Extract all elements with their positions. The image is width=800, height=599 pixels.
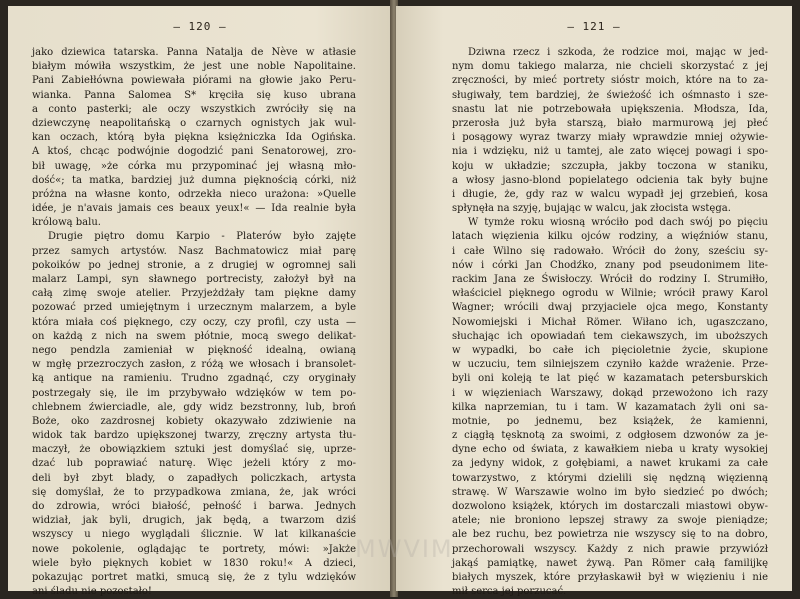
text-line: sługiwały, tem bardziej, że świeżość ich ośmnasto i sze-: [452, 89, 768, 101]
left-page: [8, 6, 392, 598]
text-line: widział, jak byli, drugich, jak będą, a twarzom dziś: [32, 515, 356, 527]
text-line: idée, je n'avais jamais ces beaux yeux!« — Ida realnie była: [32, 203, 356, 215]
text-line: pokazując portret matki, smucą się, że z tylu wdzięków: [32, 571, 356, 583]
text-line: postrzegały się, ile im przybywało wdzięków w tem po-: [32, 387, 356, 399]
text-line: właściciel pięknego ogrodu w Wilnie; wrócił prawy Karol: [452, 288, 768, 300]
text-line: koju w układzie; szczupła, jakby toczona w staniku,: [452, 160, 768, 172]
text-line: Dziwna rzecz i szkoda, że rodzice moi, mając w jed-: [468, 47, 768, 58]
right-page-text: [452, 46, 768, 599]
text-line: do zdrowia, wróci białość, pełność i barwa. Jednych: [32, 501, 356, 512]
text-line: jako dziewica tatarska. Panna Natalja de Nève w atłasie: [32, 47, 356, 58]
text-line: się domyślał, że to przypadkowa zmiana, że, jak wróci: [32, 486, 356, 498]
text-line: przez samych artystów. Nasz Bachmatowicz miał parę: [32, 245, 356, 257]
text-line: nowe pokolenie, oglądając te portrety, mówi: »Jakże: [32, 543, 356, 555]
text-line: bił uwagę, »że córka mu przypominać jej własną mło-: [32, 160, 356, 172]
text-line: zręczności, by mieć portrety sióstr moich, które na to za-: [452, 75, 768, 87]
text-line: w wypadki, bo całe ich pięcioletnie życie, skupione: [452, 344, 768, 356]
text-line: dość«; ta matka, bardziej już dumna pięknością córki, niż: [32, 174, 356, 186]
text-line: chlebnem źwierciadle, ale, gdy widz bezstronny, lub, broń: [32, 401, 356, 413]
text-line: białym mówiła wszystkim, że jest une noble Napolitaine.: [32, 61, 356, 73]
text-line: strawę. W Warszawie wolno im było siedzieć po dwóch;: [452, 486, 768, 498]
text-line: mił serca jej porzucać.: [452, 586, 567, 598]
text-line: z ciągłą tęsknotą za swoimi, z odgłosem dzwonów za je-: [452, 430, 768, 442]
text-line: a conto pasterki; ale oczy wszystkich zwróciły się na: [32, 103, 356, 115]
text-line: ką antique na ramieniu. Trudno zgadnąć, czy oryginały: [32, 373, 356, 385]
text-line: jakąś pamiątkę, nawet żywą. Pan Römer całą familijkę: [452, 557, 768, 569]
text-line: ale bez ruchu, bez powietrza nie wszyscy się to na dobro,: [452, 529, 768, 541]
text-line: wszyscy u niego wyglądali ślicznie. W lat kilkanaście: [32, 529, 356, 541]
text-line: pokoików po jednej stronie, a z drugiej w ogromnej sali: [32, 259, 356, 271]
text-line: towarzystwo, z którymi dzielili się nędzną więzienną: [452, 472, 768, 484]
text-line: przechorowali wszyscy. Każdy z nich prawie przywiózł: [452, 543, 768, 555]
text-line: byli oni koleją te lat pięć w kazamatach petersburskich: [452, 373, 768, 385]
text-line: W tymże roku wiosną wróciło pod dach swój po pięciu: [468, 217, 768, 229]
text-line: Drugie piętro domu Karpio - Platerów było zajęte: [48, 231, 356, 243]
text-line: snastu lat nie potrzebowała upiększenia. Młodsza, Ida,: [452, 103, 768, 115]
text-line: ani śladu nie pozostało!: [32, 586, 152, 598]
text-line: maczył, że obowiązkiem sztuki jest domyślać się, uprze-: [32, 444, 356, 456]
watermark: MWVIM: [355, 535, 454, 563]
text-line: wianka. Panna Salomea S* kręciła się kuso ubrana: [32, 89, 356, 101]
text-line: Boże, oko zazdrosnej kobiety okazywało zdziwienie na: [32, 415, 356, 427]
text-line: malarz Lampi, syn sławnego portrecisty, założył był na: [32, 274, 356, 285]
text-line: nów i córki Jan Chodźko, znany pod pseudonimem lite-: [452, 259, 768, 271]
text-line: nego pendzla zamieniał w piękność idealną, owianą: [32, 344, 356, 356]
text-line: w uczuciu, tem silniejszem czyniło każde wrażenie. Prze-: [452, 359, 768, 371]
text-line: i długie, że, gdy raz w walcu wypadł jej grzebień, kosa: [452, 188, 768, 200]
text-line: dyne echo od świata, z kawałkiem nieba u kraty wysokiej: [452, 444, 768, 456]
text-line: latach więzienia kilku ojców rodziny, a więźniów stanu,: [452, 231, 768, 243]
text-line: za jedyny widok, z gołębiami, a nawet krukami za całe: [452, 458, 768, 470]
text-line: nia i wdzięku, niż u tamtej, ale zato więcej powagi i spo-: [452, 146, 768, 158]
text-line: on każdą z nich na swem płótnie, mocą swego delikat-: [32, 330, 356, 342]
text-line: A ktoś, chcąc podwójnie dogodzić pani Senatorowej, zro-: [32, 146, 356, 158]
text-line: kan oczach, którą była piękna księżniczka Ida Ogińska.: [32, 132, 356, 144]
left-page-number: — 120 —: [173, 20, 227, 33]
text-line: Pani Zabiełłówna powiewała piórami na głowie jako Peru-: [32, 75, 356, 87]
right-page-number: — 121 —: [567, 20, 621, 33]
text-line: deli był zbyt blady, o zapadłych policzkach, artysta: [32, 472, 356, 484]
text-line: rackim Jana ze Świsłoczy. Wrócił do rodziny I. Strumiłło,: [452, 274, 768, 285]
text-line: widok tak bardzo upiększonej twarzy, zręczny artysta tłu-: [32, 430, 356, 442]
left-page-text: [32, 46, 356, 599]
text-line: i w więzieniach Warszawy, dokąd przewożono ich razy: [452, 387, 768, 399]
text-line: kilka naprzemian, tu i tam. W kazamatach żyli oni sa-: [452, 401, 768, 413]
text-line: białych myszek, które przyłaskawił był w więzieniu i nie: [452, 571, 768, 583]
text-line: która miała coś pięknego, czy oczy, czy profil, czy usta —: [32, 316, 356, 328]
text-line: i posągowy wyraz twarzy miały wprawdzie mniej ożywie-: [452, 132, 768, 144]
text-line: spłynęła na szyję, bujając w walcu, jak złocista wstęga.: [452, 203, 731, 215]
text-line: próżna na własne konto, odrzekła nieco urażona: »Quelle: [32, 188, 356, 200]
text-line: przerosła już była starszą, biało marmurową jej płeć: [452, 117, 768, 129]
text-line: całą zimę swoje atelier. Przyjeżdżały tam piękne damy: [32, 288, 356, 300]
text-line: dzać lub poprawiać naturę. Więc jeżeli który z mo-: [32, 458, 356, 470]
text-line: nym domu takiego malarza, nie chcieli skorzystać z jej: [452, 61, 768, 73]
text-line: dziewczynę neapolitańską o czarnych ognistych jak wul-: [32, 117, 356, 129]
text-line: motnie, po jednemu, bez książek, że kamienni,: [452, 415, 768, 427]
text-line: słuchając ich opowiadań tem ciekawszych, im uboższych: [452, 330, 768, 342]
text-line: atele; nie broniono lepszej strawy za swoje pieniądze;: [452, 515, 768, 527]
text-line: Wagner; wrócili dwaj przyjaciele ojca mego, Konstanty: [452, 302, 768, 314]
text-line: królową balu.: [32, 217, 101, 229]
text-line: dozwolono książek, których im dostarczali miastowi obyw-: [452, 501, 768, 512]
text-line: Nowomiejski i Michał Römer. Wiłano ich, ugaszczano,: [452, 316, 768, 328]
text-line: wiele było pięknych kobiet w 1830 roku!« A dzieci,: [32, 557, 356, 569]
text-line: w mgłę przezroczych zasłon, z różą we włosach i bransolet-: [32, 359, 356, 371]
text-line: a włosy jasno-blond popielatego odcienia tak były bujne: [452, 174, 768, 186]
text-line: pozować przed umiejętnym i urzecznym malarzem, a byle: [32, 302, 356, 314]
right-page: [396, 6, 792, 598]
text-line: i całe Wilno się radowało. Wrócił do żony, sześciu sy-: [452, 245, 768, 257]
